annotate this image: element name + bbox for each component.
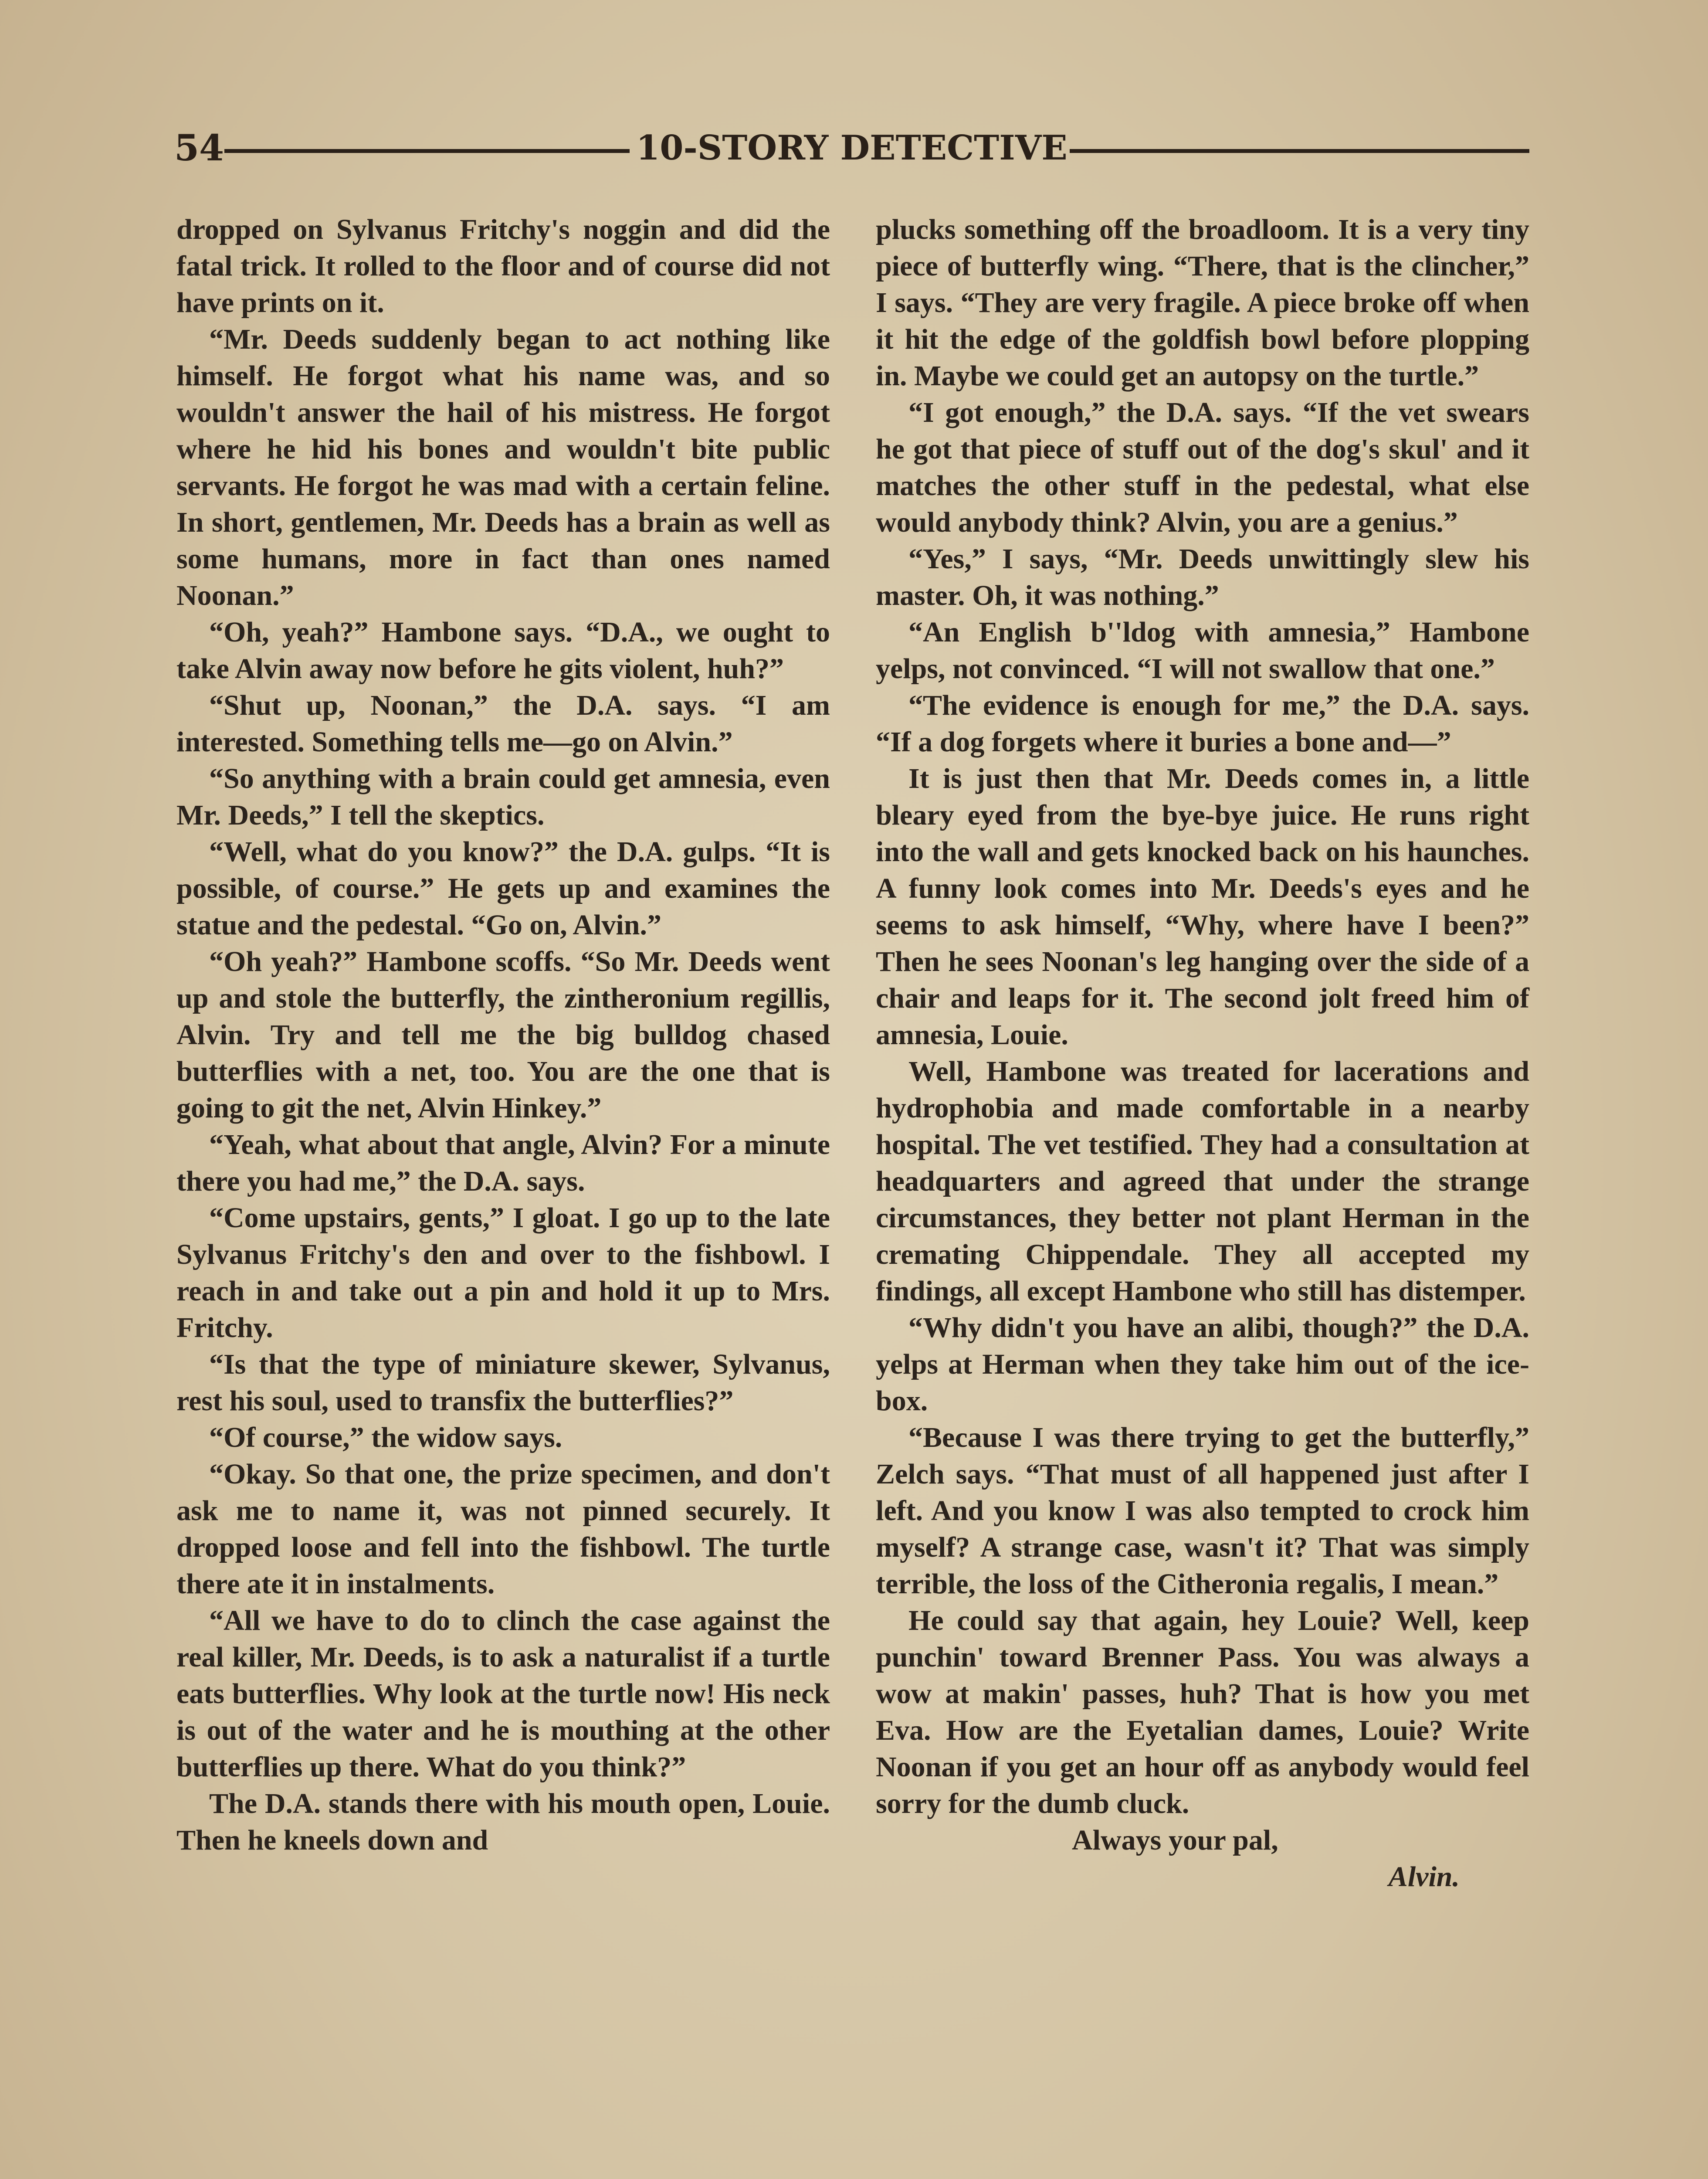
left-text-column [176,211,830,1859]
paragraph: The D.A. stands there with his mouth open, Louie. Then he kneels down and [176,1788,830,1856]
paragraph: “Because I was there trying to get the butterfly,” Zelch says. “That must of all happened just after I left. And you know I was also tempted to crock him myself? A strange case, wasn't it? That was simply terrible, the loss of the Citheronia regalis, I mean.” [876,1422,1529,1600]
paragraph: Well, Hambone was treated for lacerations and hydrophobia and made comfortable in a nearby hospital. The vet testified. They had a consultation at headquarters and agreed that under the strange circumstances, they better not plant Herman in the cremating Chippendale. They all accepted my findings, all except Hambone who still has distemper. [876,1056,1529,1307]
right-text-column [876,211,1529,1895]
running-header [174,122,1529,174]
header-rule-left [224,149,630,153]
paragraph: “Shut up, Noonan,” the D.A. says. “I am interested. Something tells me—go on Alvin.” [176,689,830,758]
letter-signoff: Always your pal, [1072,1824,1278,1856]
paragraph: plucks something off the broadloom. It is a very tiny piece of butterfly wing. “There, that is the clincher,” I says. “They are very fragile. A piece broke off when it hit the edge of the goldfish bowl before plopping in. Maybe we could get an autopsy on the turtle.” [876,214,1529,392]
paragraph: “Oh, yeah?” Hambone says. “D.A., we ought to take Alvin away now before he gits violent, huh?” [176,616,830,685]
paragraph: “Yes,” I says, “Mr. Deeds unwittingly slew his master. Oh, it was nothing.” [876,543,1529,611]
paragraph: “Well, what do you know?” the D.A. gulps. “It is possible, of course.” He gets up and examines the statue and the pedestal. “Go on, Alvin.” [176,836,830,941]
paragraph: “An English b''ldog with amnesia,” Hambone yelps, not convinced. “I will not swallow that one.” [876,616,1529,685]
paragraph: “All we have to do to clinch the case against the real killer, Mr. Deeds, is to ask a naturalist if a turtle eats butterflies. Why look at the turtle now! His neck is out of the water and he is mouthing at the other butterflies up there. What do you think?” [176,1605,830,1783]
paragraph: “Oh yeah?” Hambone scoffs. “So Mr. Deeds went up and stole the butterfly, the zintheronium regillis, Alvin. Try and tell me the big bulldog chased butterflies with a net, too. You are the one that is going to git the net, Alvin Hinkey.” [176,946,830,1124]
paragraph: “Why didn't you have an alibi, though?” the D.A. yelps at Herman when they take him out of the ice-box. [876,1312,1529,1417]
paragraph: dropped on Sylvanus Fritchy's noggin and did the fatal trick. It rolled to the floor and of course did not have prints on it. [176,214,830,319]
paragraph: “Of course,” the widow says. [209,1422,563,1453]
paragraph: It is just then that Mr. Deeds comes in, a little bleary eyed from the bye-bye juice. He runs right into the wall and gets knocked back on his haunches. A funny look comes into Mr. Deeds's eyes and he seems to ask himself, “Why, where have I been?” Then he sees Noonan's leg hanging over the side of a chair and leaps for it. The second jolt freed him of amnesia, Louie. [876,763,1529,1051]
page-number: 54 [174,127,224,169]
paragraph: “I got enough,” the D.A. says. “If the vet swears he got that piece of stuff out of the dog's skul' and it matches the other stuff in the pedestal, what else would anybody think? Alvin, you are a genius.” [876,397,1529,538]
paragraph: “Okay. So that one, the prize specimen, and don't ask me to name it, was not pinned securely. It dropped loose and fell into the fishbowl. The turtle there ate it in instalments. [176,1458,830,1600]
paragraph: “Yeah, what about that angle, Alvin? For a minute there you had me,” the D.A. says. [176,1129,830,1197]
paragraph: “Is that the type of miniature skewer, Sylvanus, rest his soul, used to transfix the butterflies?” [176,1348,830,1417]
paragraph: “Mr. Deeds suddenly began to act nothing like himself. He forgot what his name was, and so wouldn't answer the hail of his mistress. He forgot where he hid his bones and wouldn't bite public servants. He forgot he was mad with a certain feline. In short, gentlemen, Mr. Deeds has a brain as well as some humans, more in fact than ones named Noonan.” [176,323,830,611]
publication-title: 10-STORY DETECTIVE [636,128,1068,168]
header-rule-right [1070,149,1529,153]
letter-signature: Alvin. [1388,1861,1460,1893]
paragraph: “So anything with a brain could get amnesia, even Mr. Deeds,” I tell the skeptics. [176,763,830,831]
paragraph: “The evidence is enough for me,” the D.A. says. “If a dog forgets where it buries a bone and—” [876,689,1529,758]
paragraph: “Come upstairs, gents,” I gloat. I go up to the late Sylvanus Fritchy's den and over to the fishbowl. I reach in and take out a pin and hold it up to Mrs. Fritchy. [176,1202,830,1344]
paragraph: He could say that again, hey Louie? Well, keep punchin' toward Brenner Pass. You was always a wow at makin' passes, huh? That is how you met Eva. How are the Eyetalian dames, Louie? Write Noonan if you get an hour off as anybody would feel sorry for the dumb cluck. [876,1605,1529,1819]
